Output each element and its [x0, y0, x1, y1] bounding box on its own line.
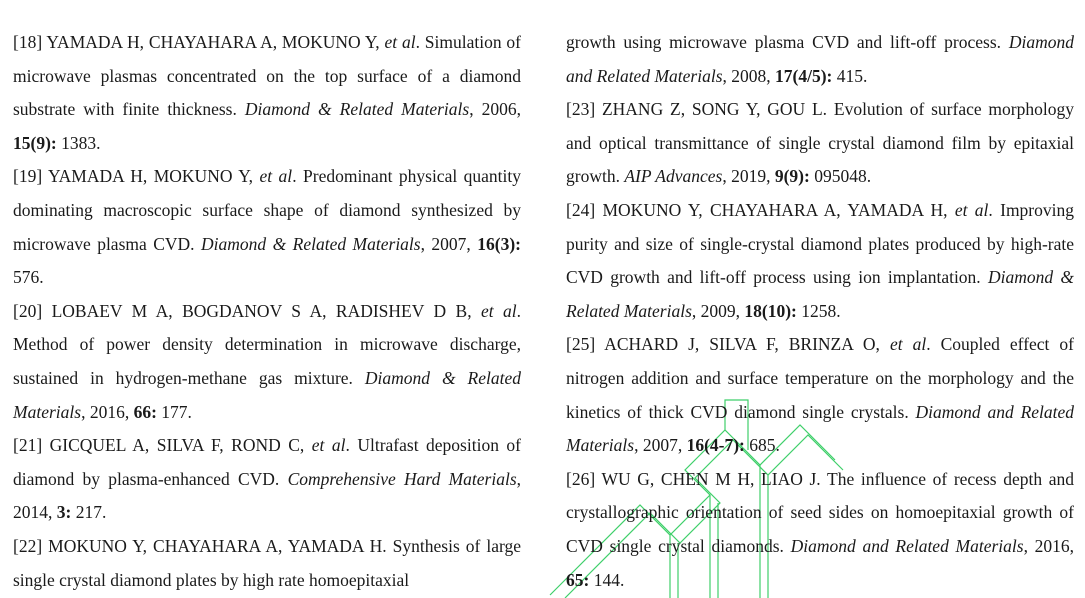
reference-24: [24] MOKUNO Y, CHAYAHARA A, YAMADA H, et al. Improving purity and size of single-crystal diamond plates produced by high-rate CVD growth and lift-off process using ion implantation. Diamond & Related Materials, 2009, 18(10): 1258. — [566, 199, 1074, 321]
reference-18: [18] YAMADA H, CHAYAHARA A, MOKUNO Y, et al. Simulation of microwave plasmas concentrated on the top surface of a diamond substrate with finite thickness. Diamond & Related Materials, 2006, 15(9): 1383. — [13, 32, 522, 153]
reference-20: [20] LOBAEV M A, BOGDANOV S A, RADISHEV D B, et al. Method of power density determination in microwave discharge, sustained in hydrogen-methane gas mixture. Diamond & Related Materials, 2016, 66: 177. — [13, 300, 522, 422]
reference-21: [21] GICQUEL A, SILVA F, ROND C, et al. Ultrafast deposition of diamond by plasma-enhanced CVD. Comprehensive Hard Materials, 2014, 3: 217. — [13, 435, 522, 523]
right-column — [566, 26, 1074, 597]
reference-22-continued: growth using microwave plasma CVD and lift-off process. Diamond and Related Materials, 2008, 17(4/5): 415. — [566, 32, 1075, 86]
reference-25: [25] ACHARD J, SILVA F, BRINZA O, et al. Coupled effect of nitrogen addition and surface temperature on the morphology and the kinetics of thick CVD diamond single crystals. Diamond and Related Materials, 2007, 16(4-7): 685. — [566, 334, 1075, 456]
reference-19: [19] YAMADA H, MOKUNO Y, et al. Predominant physical quantity dominating macroscopic surface shape of diamond synthesized by microwave plasma CVD. Diamond & Related Materials, 2007, 16(3): 576. — [13, 166, 522, 288]
left-column — [13, 26, 521, 597]
reference-26: [26] WU G, CHEN M H, LIAO J. The influence of recess depth and crystallographic orientation of seed sides on homoepitaxial growth of CVD single crystal diamonds. Diamond and Related Materials, 2016, 65: 144. — [566, 468, 1075, 590]
reference-22: [22] MOKUNO Y, CHAYAHARA A, YAMADA H. Synthesis of large single crystal diamond plates by high rate homoepitaxial — [13, 535, 522, 590]
reference-23: [23] ZHANG Z, SONG Y, GOU L. Evolution of surface morphology and optical transmittance of single crystal diamond film by epitaxial growth. AIP Advances, 2019, 9(9): 095048. — [566, 99, 1074, 187]
